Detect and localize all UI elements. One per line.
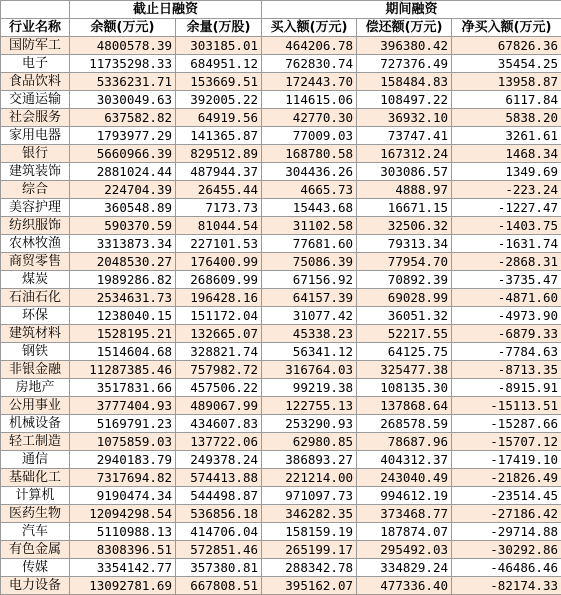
industry-name-cell: 基础化工 (1, 469, 70, 487)
balance-cell: 1514604.68 (70, 343, 176, 361)
net-buy-cell: -2868.31 (452, 253, 561, 271)
net-buy-cell: -1631.74 (452, 235, 561, 253)
buy-amount-cell: 56341.12 (262, 343, 357, 361)
balance-cell: 5660966.39 (70, 145, 176, 163)
repay-amount-cell: 303086.57 (357, 163, 452, 181)
header-blank-cell (1, 1, 70, 19)
volume-cell: 141365.87 (176, 127, 262, 145)
industry-name-cell: 农林牧渔 (1, 235, 70, 253)
table-row (1, 361, 561, 379)
buy-amount-cell: 386893.27 (262, 451, 357, 469)
buy-amount-cell: 31102.58 (262, 217, 357, 235)
industry-name-cell: 非银金融 (1, 361, 70, 379)
industry-name-cell: 综合 (1, 181, 70, 199)
industry-name-cell: 汽车 (1, 523, 70, 541)
net-buy-cell: -17419.10 (452, 451, 561, 469)
repay-amount-cell: 396380.42 (357, 37, 452, 55)
col-header-buy-amount: 买入额(万元) (262, 19, 357, 37)
col-header-repay-amount: 偿还额(万元) (357, 19, 452, 37)
industry-name-cell: 建筑装饰 (1, 163, 70, 181)
volume-cell: 151172.04 (176, 307, 262, 325)
balance-cell: 4800578.39 (70, 37, 176, 55)
volume-cell: 268609.99 (176, 271, 262, 289)
table-row (1, 181, 561, 199)
volume-cell: 137722.06 (176, 433, 262, 451)
balance-cell: 7317694.82 (70, 469, 176, 487)
volume-cell: 757982.72 (176, 361, 262, 379)
col-header-volume: 余量(万股) (176, 19, 262, 37)
net-buy-cell: -82174.33 (452, 577, 561, 595)
industry-name-cell: 通信 (1, 451, 70, 469)
industry-name-cell: 社会服务 (1, 109, 70, 127)
repay-amount-cell: 32506.32 (357, 217, 452, 235)
industry-name-cell: 有色金属 (1, 541, 70, 559)
repay-amount-cell: 16671.15 (357, 199, 452, 217)
buy-amount-cell: 253290.93 (262, 415, 357, 433)
repay-amount-cell: 158484.83 (357, 73, 452, 91)
table-row (1, 451, 561, 469)
buy-amount-cell: 316764.03 (262, 361, 357, 379)
volume-cell: 544498.87 (176, 487, 262, 505)
table-row (1, 541, 561, 559)
repay-amount-cell: 137868.64 (357, 397, 452, 415)
col-header-industry: 行业名称 (1, 19, 70, 37)
industry-name-cell: 家用电器 (1, 127, 70, 145)
industry-name-cell: 电子 (1, 55, 70, 73)
buy-amount-cell: 265199.17 (262, 541, 357, 559)
balance-cell: 11287385.46 (70, 361, 176, 379)
buy-amount-cell: 75086.39 (262, 253, 357, 271)
buy-amount-cell: 42770.30 (262, 109, 357, 127)
table-row (1, 397, 561, 415)
balance-cell: 9190474.34 (70, 487, 176, 505)
table-row (1, 55, 561, 73)
industry-name-cell: 石油石化 (1, 289, 70, 307)
balance-cell: 3313873.34 (70, 235, 176, 253)
industry-name-cell: 银行 (1, 145, 70, 163)
net-buy-cell: -15287.66 (452, 415, 561, 433)
balance-cell: 590370.59 (70, 217, 176, 235)
repay-amount-cell: 325477.38 (357, 361, 452, 379)
net-buy-cell: 67826.36 (452, 37, 561, 55)
net-buy-cell: 6117.84 (452, 91, 561, 109)
balance-cell: 2881024.44 (70, 163, 176, 181)
industry-name-cell: 医药生物 (1, 505, 70, 523)
volume-cell: 249378.24 (176, 451, 262, 469)
net-buy-cell: -3735.47 (452, 271, 561, 289)
volume-cell: 574413.88 (176, 469, 262, 487)
repay-amount-cell: 77954.70 (357, 253, 452, 271)
volume-cell: 176400.99 (176, 253, 262, 271)
industry-name-cell: 房地产 (1, 379, 70, 397)
volume-cell: 667808.51 (176, 577, 262, 595)
balance-cell: 1793977.29 (70, 127, 176, 145)
table-row (1, 145, 561, 163)
net-buy-cell: -30292.86 (452, 541, 561, 559)
volume-cell: 227101.53 (176, 235, 262, 253)
table-row (1, 199, 561, 217)
buy-amount-cell: 99219.38 (262, 379, 357, 397)
repay-amount-cell: 69028.99 (357, 289, 452, 307)
repay-amount-cell: 70892.39 (357, 271, 452, 289)
buy-amount-cell: 62980.85 (262, 433, 357, 451)
balance-cell: 3517831.66 (70, 379, 176, 397)
volume-cell: 132665.07 (176, 325, 262, 343)
industry-name-cell: 钢铁 (1, 343, 70, 361)
repay-amount-cell: 36932.10 (357, 109, 452, 127)
table-row (1, 379, 561, 397)
buy-amount-cell: 67156.92 (262, 271, 357, 289)
volume-cell: 414706.04 (176, 523, 262, 541)
balance-cell: 3777404.93 (70, 397, 176, 415)
table-row (1, 433, 561, 451)
table-row (1, 415, 561, 433)
balance-cell: 2940183.79 (70, 451, 176, 469)
industry-name-cell: 环保 (1, 307, 70, 325)
table-row (1, 325, 561, 343)
repay-amount-cell: 36051.32 (357, 307, 452, 325)
net-buy-cell: -46486.46 (452, 559, 561, 577)
repay-amount-cell: 78687.96 (357, 433, 452, 451)
buy-amount-cell: 168780.58 (262, 145, 357, 163)
repay-amount-cell: 477336.40 (357, 577, 452, 595)
repay-amount-cell: 727376.49 (357, 55, 452, 73)
table-row (1, 487, 561, 505)
net-buy-cell: -27186.42 (452, 505, 561, 523)
volume-cell: 196428.16 (176, 289, 262, 307)
industry-name-cell: 公用事业 (1, 397, 70, 415)
table-row (1, 559, 561, 577)
table-row (1, 469, 561, 487)
net-buy-cell: -8915.91 (452, 379, 561, 397)
balance-cell: 3030049.63 (70, 91, 176, 109)
table-row (1, 505, 561, 523)
volume-cell: 536856.18 (176, 505, 262, 523)
volume-cell: 26455.44 (176, 181, 262, 199)
volume-cell: 457506.22 (176, 379, 262, 397)
balance-cell: 1989286.82 (70, 271, 176, 289)
buy-amount-cell: 304436.26 (262, 163, 357, 181)
volume-cell: 572851.46 (176, 541, 262, 559)
balance-cell: 12094298.54 (70, 505, 176, 523)
balance-cell: 224704.39 (70, 181, 176, 199)
repay-amount-cell: 268578.59 (357, 415, 452, 433)
balance-cell: 360548.89 (70, 199, 176, 217)
repay-amount-cell: 108135.30 (357, 379, 452, 397)
net-buy-cell: -223.24 (452, 181, 561, 199)
buy-amount-cell: 122755.13 (262, 397, 357, 415)
balance-cell: 5169791.23 (70, 415, 176, 433)
buy-amount-cell: 31077.42 (262, 307, 357, 325)
table-row (1, 343, 561, 361)
table-row (1, 307, 561, 325)
buy-amount-cell: 45338.23 (262, 325, 357, 343)
repay-amount-cell: 167312.24 (357, 145, 452, 163)
repay-amount-cell: 79313.34 (357, 235, 452, 253)
table-row (1, 217, 561, 235)
table-row (1, 91, 561, 109)
buy-amount-cell: 77681.60 (262, 235, 357, 253)
table-row (1, 235, 561, 253)
balance-cell: 2048530.27 (70, 253, 176, 271)
volume-cell: 81044.54 (176, 217, 262, 235)
net-buy-cell: -4973.90 (452, 307, 561, 325)
industry-name-cell: 煤炭 (1, 271, 70, 289)
repay-amount-cell: 52217.55 (357, 325, 452, 343)
col-header-net-buy: 净买入额(万元) (452, 19, 561, 37)
balance-cell: 8308396.51 (70, 541, 176, 559)
volume-cell: 392005.22 (176, 91, 262, 109)
industry-name-cell: 电力设备 (1, 577, 70, 595)
balance-cell: 13092781.69 (70, 577, 176, 595)
table-row (1, 163, 561, 181)
repay-amount-cell: 64125.75 (357, 343, 452, 361)
buy-amount-cell: 77009.03 (262, 127, 357, 145)
net-buy-cell: -29714.88 (452, 523, 561, 541)
repay-amount-cell: 187874.07 (357, 523, 452, 541)
repay-amount-cell: 295492.03 (357, 541, 452, 559)
buy-amount-cell: 464206.78 (262, 37, 357, 55)
buy-amount-cell: 114615.06 (262, 91, 357, 109)
net-buy-cell: -15707.12 (452, 433, 561, 451)
table-row (1, 127, 561, 145)
buy-amount-cell: 4665.73 (262, 181, 357, 199)
repay-amount-cell: 108497.22 (357, 91, 452, 109)
balance-cell: 637582.82 (70, 109, 176, 127)
buy-amount-cell: 64157.39 (262, 289, 357, 307)
buy-amount-cell: 346282.35 (262, 505, 357, 523)
balance-cell: 11735298.33 (70, 55, 176, 73)
industry-name-cell: 食品饮料 (1, 73, 70, 91)
net-buy-cell: 3261.61 (452, 127, 561, 145)
volume-cell: 64919.56 (176, 109, 262, 127)
repay-amount-cell: 73747.41 (357, 127, 452, 145)
repay-amount-cell: 4888.97 (357, 181, 452, 199)
repay-amount-cell: 404312.37 (357, 451, 452, 469)
net-buy-cell: 13958.87 (452, 73, 561, 91)
buy-amount-cell: 288342.78 (262, 559, 357, 577)
balance-cell: 3354142.77 (70, 559, 176, 577)
header-group-row (1, 1, 561, 19)
col-header-balance: 余额(万元) (70, 19, 176, 37)
volume-cell: 153669.51 (176, 73, 262, 91)
buy-amount-cell: 762830.74 (262, 55, 357, 73)
volume-cell: 434607.83 (176, 415, 262, 433)
buy-amount-cell: 158159.19 (262, 523, 357, 541)
balance-cell: 5336231.71 (70, 73, 176, 91)
net-buy-cell: 1349.69 (452, 163, 561, 181)
industry-name-cell: 美容护理 (1, 199, 70, 217)
balance-cell: 2534631.73 (70, 289, 176, 307)
net-buy-cell: -7784.63 (452, 343, 561, 361)
net-buy-cell: -8713.35 (452, 361, 561, 379)
net-buy-cell: -23514.45 (452, 487, 561, 505)
table-row (1, 271, 561, 289)
repay-amount-cell: 243040.49 (357, 469, 452, 487)
industry-name-cell: 轻工制造 (1, 433, 70, 451)
volume-cell: 357380.81 (176, 559, 262, 577)
industry-name-cell: 纺织服饰 (1, 217, 70, 235)
repay-amount-cell: 994612.19 (357, 487, 452, 505)
table-row (1, 289, 561, 307)
industry-name-cell: 建筑材料 (1, 325, 70, 343)
table-row (1, 523, 561, 541)
net-buy-cell: -6879.33 (452, 325, 561, 343)
header-column-row (1, 19, 561, 37)
balance-cell: 1075859.03 (70, 433, 176, 451)
industry-name-cell: 国防军工 (1, 37, 70, 55)
volume-cell: 7173.73 (176, 199, 262, 217)
net-buy-cell: -1227.47 (452, 199, 561, 217)
net-buy-cell: 35454.25 (452, 55, 561, 73)
net-buy-cell: -15113.51 (452, 397, 561, 415)
industry-name-cell: 计算机 (1, 487, 70, 505)
table-row (1, 253, 561, 271)
balance-cell: 1528195.21 (70, 325, 176, 343)
table-row (1, 109, 561, 127)
buy-amount-cell: 172443.70 (262, 73, 357, 91)
industry-name-cell: 传媒 (1, 559, 70, 577)
volume-cell: 303185.01 (176, 37, 262, 55)
industry-name-cell: 交通运输 (1, 91, 70, 109)
buy-amount-cell: 15443.68 (262, 199, 357, 217)
header-group-end-of-period: 截止日融资 (70, 1, 262, 19)
buy-amount-cell: 395162.07 (262, 577, 357, 595)
repay-amount-cell: 373468.77 (357, 505, 452, 523)
volume-cell: 328821.74 (176, 343, 262, 361)
industry-name-cell: 机械设备 (1, 415, 70, 433)
buy-amount-cell: 971097.73 (262, 487, 357, 505)
net-buy-cell: -4871.60 (452, 289, 561, 307)
header-group-period: 期间融资 (262, 1, 561, 19)
table-row (1, 73, 561, 91)
net-buy-cell: -21826.49 (452, 469, 561, 487)
balance-cell: 5110988.13 (70, 523, 176, 541)
buy-amount-cell: 221214.00 (262, 469, 357, 487)
balance-cell: 1238040.15 (70, 307, 176, 325)
repay-amount-cell: 334829.24 (357, 559, 452, 577)
net-buy-cell: -1403.75 (452, 217, 561, 235)
volume-cell: 487944.37 (176, 163, 262, 181)
net-buy-cell: 1468.34 (452, 145, 561, 163)
industry-name-cell: 商贸零售 (1, 253, 70, 271)
volume-cell: 829512.89 (176, 145, 262, 163)
table-row (1, 37, 561, 55)
net-buy-cell: 5838.20 (452, 109, 561, 127)
volume-cell: 489067.99 (176, 397, 262, 415)
volume-cell: 684951.12 (176, 55, 262, 73)
